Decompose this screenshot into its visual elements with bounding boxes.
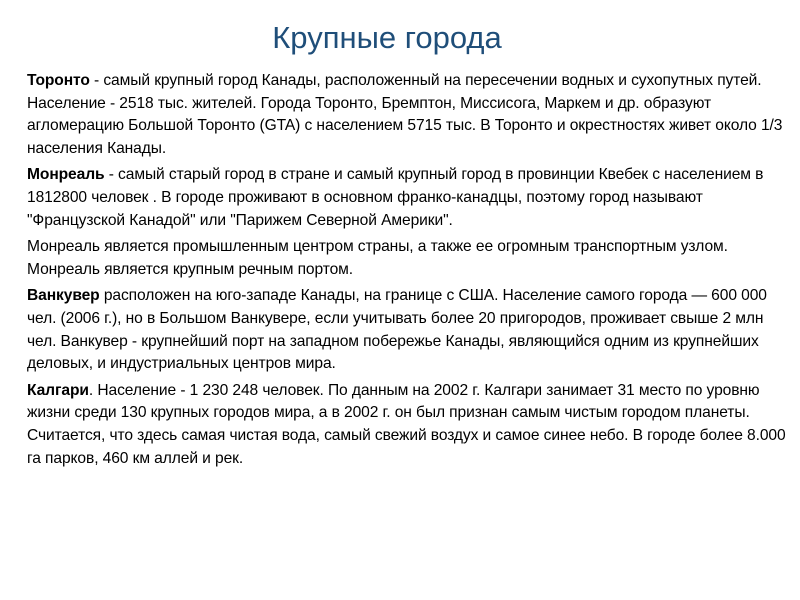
paragraph-montreal <box>27 164 787 232</box>
slide-title: Крупные города <box>272 20 502 55</box>
paragraph-toronto-text: - самый крупный город Канады, расположенный на пересечении водных и сухопутных путей. Население - 2518 тыс. жителей. Города Торонто, Бремптон, Миссисога, Маркем и др. образуют агломерацию Большой Торонто (GTA) с населением 5715 тыс. В Торонто и окрестностях живет около 1/3 населения Канады. <box>27 72 783 157</box>
paragraph-calgary-heading: Калгари <box>27 381 89 399</box>
slide-content <box>27 70 787 474</box>
paragraph-calgary <box>27 380 787 470</box>
paragraph-vancouver <box>27 285 787 375</box>
paragraph-montreal-heading: Монреаль <box>27 166 105 184</box>
paragraph-montreal-text: - самый старый город в стране и самый крупный город в провинции Квебек с населением в 1812800 человек . В городе проживают в основном франко-канадцы, поэтому город называют "Французской Канадой" или "Парижем Северной Америки". <box>27 166 764 229</box>
paragraph-toronto <box>27 70 787 160</box>
paragraph-montreal-economy-text: Монреаль является промышленным центром страны, а также ее огромным транспортным узлом. Монреаль является крупным речным портом. <box>27 238 728 278</box>
paragraph-montreal-economy <box>27 236 787 281</box>
paragraph-vancouver-text: расположен на юго-западе Канады, на границе с США. Население самого города — 600 000 чел. (2006 г.), но в Большом Ванкувере, если учитывать более 20 пригородов, проживает свыше 2 млн чел. Ванкувер - крупнейший порт на западном побережье Канады, являющийся одним из крупнейших деловых, и индустриальных центров мира. <box>27 287 767 373</box>
paragraph-toronto-heading: Торонто <box>27 72 90 89</box>
paragraph-vancouver-heading: Ванкувер <box>27 287 100 305</box>
paragraph-calgary-text: . Население - 1 230 248 человек. По данным на 2002 г. Калгари занимает 31 место по уровню жизни среди 130 крупных городов мира, а в 2002 г. он был признан самым чистым городом планеты. Считается, что здесь самая чистая вода, самый свежий воздух и самое синее небо. В городе более 8.000 га парков, 460 км аллей и рек. <box>27 381 786 467</box>
